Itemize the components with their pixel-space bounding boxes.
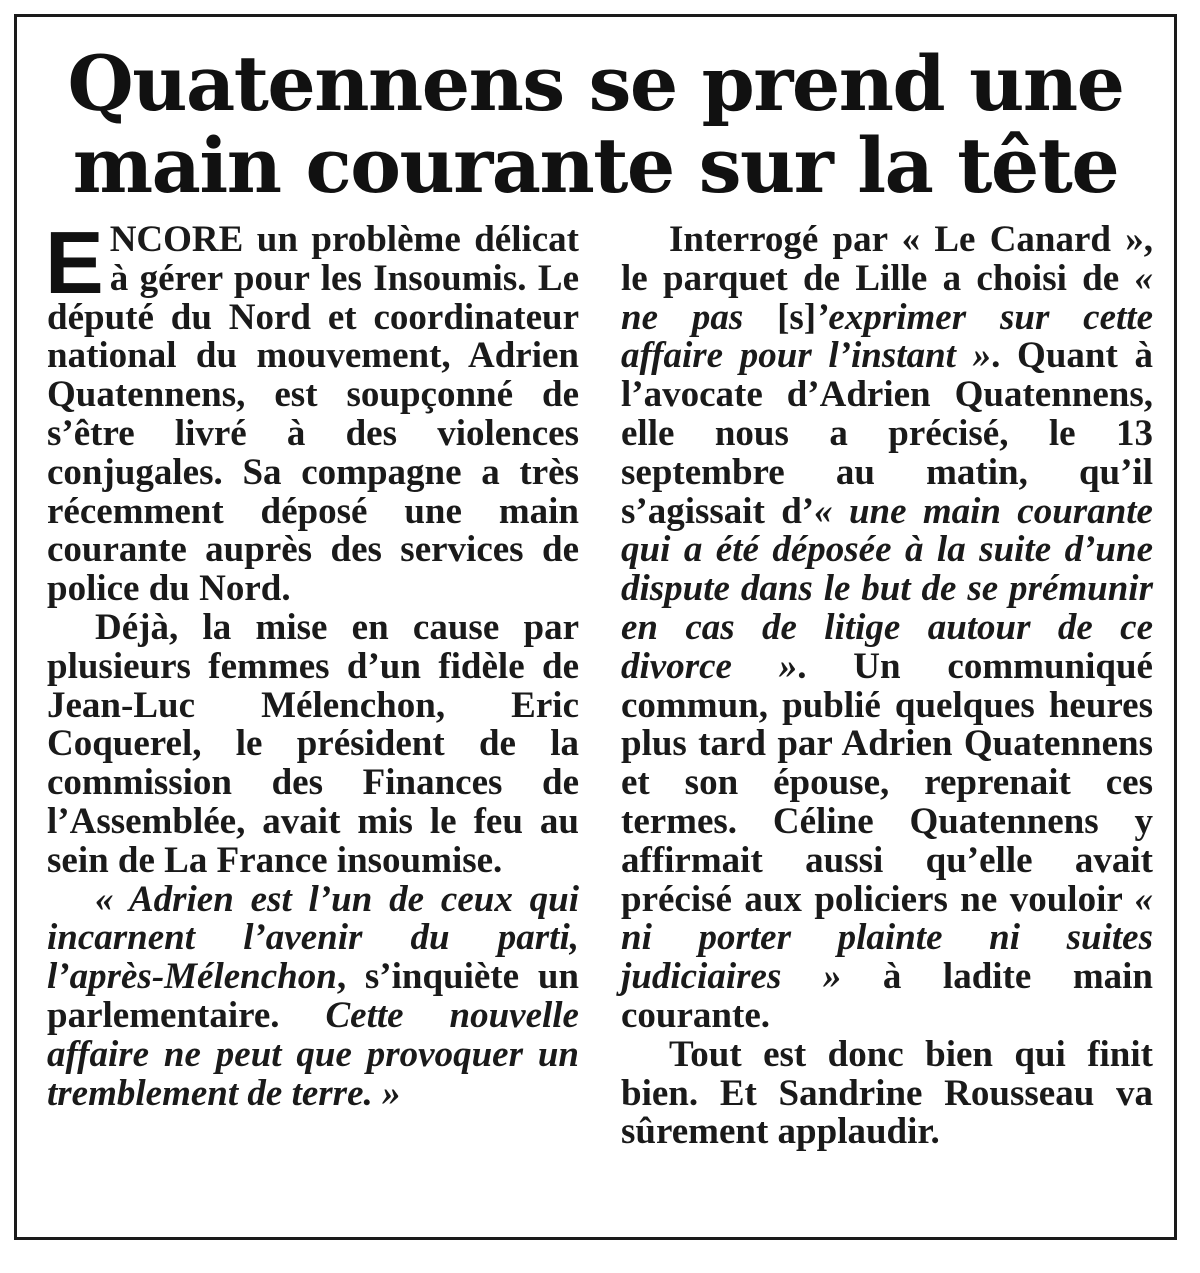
quote-1: « Adrien est l’un de ceux qui incarnent l’avenir du parti, l’après-Mélenchon — [47, 878, 579, 998]
p4-text-c: . Un communiqué commun, publié quelques heures plus tard par Adrien Quatennens et son épouse, reprenait ces termes. Céline Quatennens y affirmait aussi qu’elle avait précisé aux policiers ne vouloir — [621, 645, 1153, 920]
p4-text-d: à ladite main courante. — [621, 956, 1154, 1036]
paragraph-2: Déjà, la mise en cause par plusieurs femmes d’un fidèle de Jean-Luc Mélenchon, Eric Coquerel, le président de la commission des Finances de l’Assemblée, avait mis le feu au sein de La France insoumise. — [47, 606, 579, 881]
quote-2: Cette nouvelle affaire ne peut que provoquer un tremblement de terre. » — [47, 994, 579, 1114]
column-right — [621, 221, 1153, 1152]
p4-bracket: [s] — [777, 296, 817, 338]
p4-text-b: . Quant à l’avocate d’Adrien Quatennens, elle nous a précisé, le 13 septembre au matin, qu’il s’agissait d’ — [621, 335, 1153, 532]
p4-quote-1a: « ne pas — [621, 257, 1153, 338]
paragraph-5: Tout est donc bien qui finit bien. Et Sandrine Rousseau va sûrement applaudir. — [621, 1033, 1153, 1153]
p4-quote-1b: ’exprimer sur cette affaire pour l’instant » — [621, 296, 1153, 377]
p4-text-a: Interrogé par « Le Canard », le parquet de Lille a choisi de — [621, 219, 1153, 299]
paragraph-1-text: NCORE un problème délicat à gérer pour les Insoumis. Le député du Nord et coordinateur national du mouvement, Adrien Quatennens, est soupçonné de s’être livré à des violences conjugales. Sa compagne a très récemment déposé une main courante auprès des services de police du Nord. — [47, 219, 579, 610]
drop-cap: E — [45, 213, 104, 312]
paragraph-4 — [621, 221, 1153, 1036]
headline — [17, 39, 1174, 210]
p4-quote-3: « ni porter plainte ni suites judiciaires » — [621, 878, 1153, 998]
headline-line-1: Quatennens se prend une — [67, 39, 1124, 128]
headline-line-2: main courante sur la tête — [72, 121, 1119, 210]
p4-quote-2: « une main courante qui a été déposée à la suite d’une dispute dans le but de se prémunir en cas de litige autour de ce divorce » — [621, 490, 1153, 687]
paragraph-3 — [47, 878, 579, 1114]
article-frame — [14, 14, 1177, 1240]
paragraph-1 — [45, 213, 579, 610]
quote-attribution: , s’inquiète un parlementaire. — [47, 956, 579, 1036]
column-left — [45, 213, 579, 1114]
